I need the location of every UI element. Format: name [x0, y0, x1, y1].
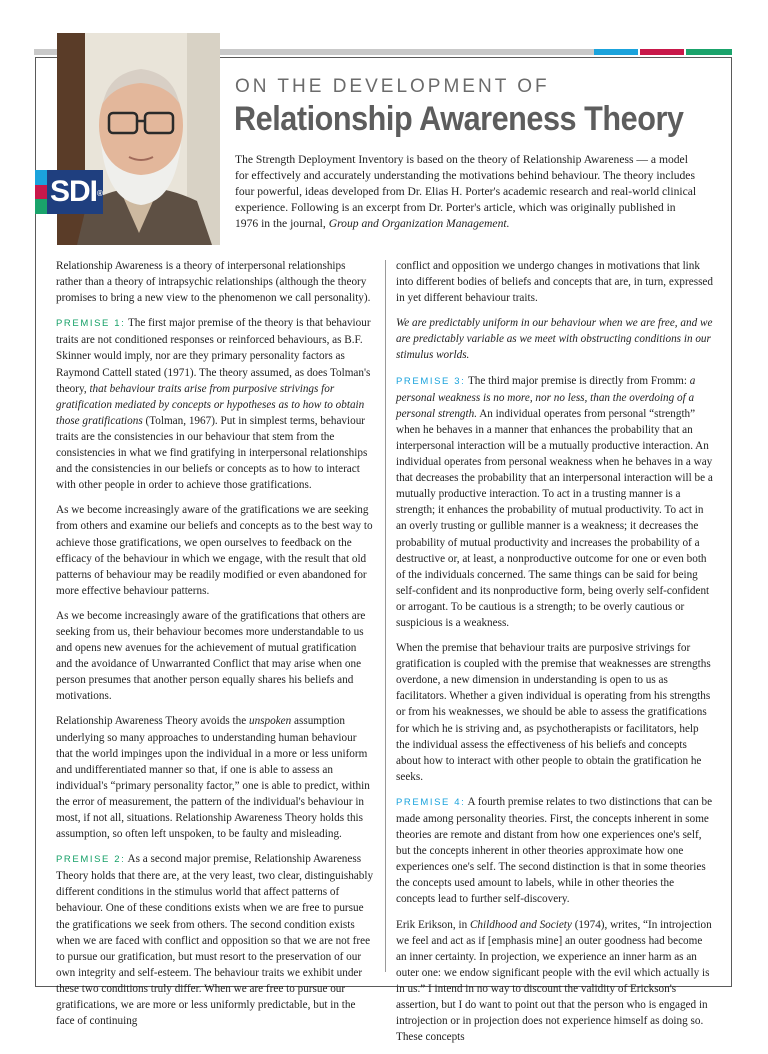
paragraph-text: An individual operates from personal “strength” when he behaves in a manner that enhances the probability that an interpersonal interaction will be a mutually productive interaction. An individual operates from personal weakness when he behaves in a way that decreases the probability that an interpersonal interaction will be a mutually productive interaction. To act in a trusting manner is a strength; it enhances the probability of mutual productivity. To act in an overly trusting or gullible manner is a weakness; it decreases the probability of mutual productivity and increases the probability of a destructive or, at least, a nonproductive outcome for one or even both of the individuals concerned. The same things can be said for being self-confident and its nonproductive form, being overly self-confident or arrogant. To be cautious is a strength; to be overly cautious or suspicious is a weakness.	[396, 407, 713, 629]
sdi-stripe-green	[35, 199, 47, 214]
premise-2-paragraph	[56, 851, 374, 1029]
premise-4-paragraph	[396, 794, 714, 908]
paragraph	[396, 315, 714, 363]
paragraph: When the premise that behaviour traits are purposive strivings for gratification is coupled with the premise that weaknesses are strengths overdone, a new dimension in understanding is open to us as facilitators. Whether a given individual is operating from his strengths or from his weaknesses, we should be able to assess the gratifications for which he is striving and, as psychotherapists or facilitators, help the individual assess the effectiveness of his beliefs and concepts about how to interact with other people to obtain the gratification he seeks.	[396, 642, 711, 783]
paragraph	[56, 713, 374, 842]
paragraph: As we become increasingly aware of the gratifications that others are seeking from us, their behaviour becomes more understandable to us and opens new avenues for the achievement of mutual gratification and the avoidance of Unwarranted Conflict that may arise when one person presumes that another person equally shares his beliefs and motivations.	[56, 609, 366, 703]
paragraph-emphasis: a personal weakness is no more, nor no less, than the overdoing of a personal strength.	[396, 374, 696, 420]
premise-3-paragraph	[396, 373, 714, 632]
left-column	[56, 258, 374, 1038]
kicker-heading: ON THE DEVELOPMENT OF	[235, 76, 550, 97]
premise-1-paragraph	[56, 315, 374, 493]
sdi-stripe-blue	[35, 170, 47, 185]
paragraph: conflict and opposition we undergo changes in motivations that link into different bodies of beliefs and concepts that are, in turn, expressed in yet different behaviour traits.	[396, 260, 713, 305]
paragraph-text: The first major premise of the theory is that behaviour traits are not conditioned responses or reinforced behaviours, as B.F. Skinner would imply, nor are they primary personality factors as Raymond Cattell stated (1971). The theory assumed, as does Tolman's theory,	[56, 317, 371, 395]
paragraph	[396, 917, 714, 1046]
paragraph-emphasis: Childhood and Society	[469, 918, 572, 931]
paragraph: As we become increasingly aware of the gratifications we are seeking from others and examine our beliefs and concepts as to the best way to achieve those gratifications, we open ourselves to feedback on the efficacy of the behaviour in which we engage, with the result that old patterns of behaviour may be readily modified or even abandoned for more effective behaviour patterns.	[56, 504, 373, 597]
page-title: Relationship Awareness Theory	[234, 100, 684, 138]
premise-1-label: PREMISE 1:	[56, 318, 126, 330]
registered-mark: ®	[97, 189, 103, 198]
sdi-logo-stripes	[35, 170, 47, 214]
paragraph-text: (1974), writes, “In introjection we feel and act as if [emphasis mine] an outer goodness had become an inner certainty. In projection, we experience an inner harm as an outer one: we endow significant people with the evil which actually is in us.” I intend in no way to discount the validity of Erickson's assertion, but I do want to point out that the person who is engaged in introjection or in projection does not experience himself as doing so. These concepts	[396, 918, 712, 1044]
premise-4-label: PREMISE 4:	[396, 796, 466, 808]
color-bar-red	[640, 49, 684, 55]
paragraph-text: The third major premise is directly from Fromm:	[467, 374, 687, 387]
column-divider	[385, 260, 386, 972]
sdi-logo-letters: SDI	[50, 175, 98, 208]
paragraph-text: (Tolman, 1967). Put in simplest terms, behaviour traits are the consistencies in our behaviour that stem from the consistencies in what we find gratifying in interpersonal relationships and the consistencies in our beliefs or concepts as to how to interact with other people in order to achieve those gratifications.	[56, 414, 368, 492]
paragraph-text: Erik Erikson, in	[396, 918, 468, 931]
intro-paragraph	[235, 152, 697, 232]
premise-2-label: PREMISE 2:	[56, 854, 126, 866]
paragraph: Relationship Awareness is a theory of interpersonal relationships rather than a theory of intrapsychic relationships (although the theory promises to bring a new view to the phenomenon we call personality).	[56, 260, 371, 305]
paragraph-text: assumption underlying so many approaches to understanding human behaviour that the world impinges upon the individual in a more or less uniform and undifferentiated manner so that, if one is able to assess an individual's “primary personality factor,” one is able to predict, within the error of measurement, the pattern of the individual's behaviour in most, if not all, situations. Relationship Awareness Theory holds this assumption, so often left unspoken, to be faulty and misleading.	[56, 715, 370, 841]
paragraph-emphasis: unspoken	[248, 715, 292, 728]
right-column	[396, 258, 714, 1054]
premise-3-label: PREMISE 3:	[396, 375, 466, 387]
journal-name: Group and Organization Management.	[328, 217, 510, 230]
sdi-stripe-red	[35, 185, 47, 200]
sdi-logo-text	[50, 174, 103, 210]
color-bar-blue	[594, 49, 638, 55]
paragraph-emphasis: We are predictably uniform in our behaviour when we are free, and we are predictably variable as we meet with obstructing conditions in our stimulus worlds.	[396, 317, 713, 362]
paragraph-text: Relationship Awareness Theory avoids the	[56, 715, 247, 728]
paragraph-text: A fourth premise relates to two distinctions that can be made among personality theories. First, the concepts inherent in some theories are remote and distant from how one experiences one's self, but the concepts inherent in other theories approximate how one experiences one's self. The second distinction is that in some theories the concepts used amount to labels, while in other theories the concepts lead to further self-discovery.	[396, 795, 713, 906]
paragraph-text: As a second major premise, Relationship Awareness Theory holds that there are, at the very least, two clear, distinguishably different conditions in the stimulus world that affect patterns of behaviour. One of these conditions exists when we are free to pursue the gratifications we seek from others. The second condition exists when we are faced with conflict and opposition so that we are not free to pursue our gratification, but must resort to the preservation of our own integrity and self-esteem. The behaviour traits we exhibit under these two conditions truly differ. When we are free to pursue our gratifications, we are more or less uniformly predictable, but in the face of continuing	[56, 853, 374, 1028]
color-bar-green	[686, 49, 732, 55]
paragraph-emphasis: that behaviour traits arise from purposive strivings for gratification mediated by concepts or hypotheses as to how to obtain those gratifications	[56, 382, 365, 427]
intro-text: The Strength Deployment Inventory is based on the theory of Relationship Awareness — a model for effectively and accurately understanding the motivations behind behaviour. The theory includes four powerful, ideas developed from Dr. Elias H. Porter's academic research and real-world clinical experience. Following is an excerpt from Dr. Porter's article, which was originally published in 1976 in the journal,	[235, 153, 697, 230]
